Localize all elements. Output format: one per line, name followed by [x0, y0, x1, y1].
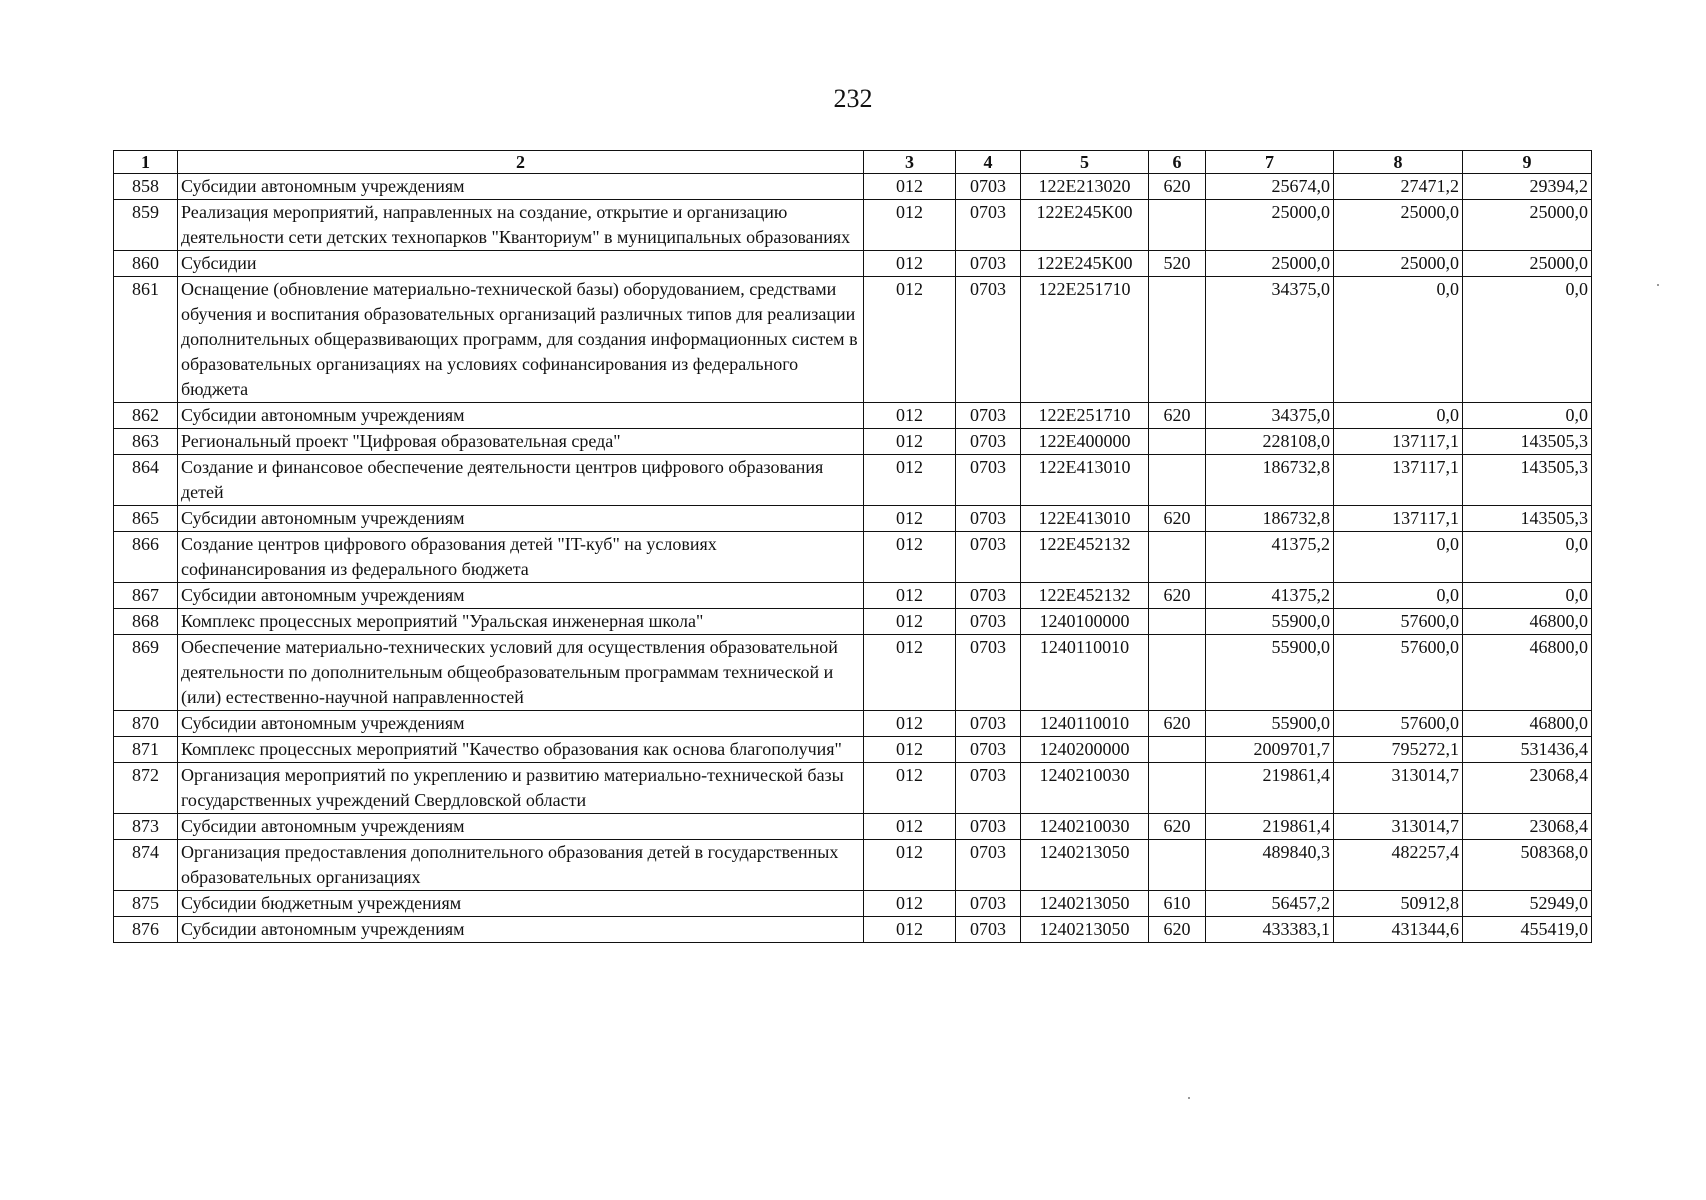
target-item-code: 122E452132	[1021, 583, 1149, 609]
target-item-code: 1240200000	[1021, 737, 1149, 763]
amount-year-2: 137117,1	[1334, 429, 1463, 455]
amount-year-1: 186732,8	[1206, 506, 1334, 532]
amount-year-1: 55900,0	[1206, 711, 1334, 737]
row-number: 862	[114, 403, 178, 429]
section-code: 0703	[956, 251, 1021, 277]
target-item-code: 122E413010	[1021, 455, 1149, 506]
section-code: 0703	[956, 583, 1021, 609]
amount-year-2: 57600,0	[1334, 711, 1463, 737]
table-row	[114, 840, 1592, 891]
section-code: 0703	[956, 174, 1021, 200]
table-row	[114, 532, 1592, 583]
amount-year-1: 25000,0	[1206, 251, 1334, 277]
row-number: 874	[114, 840, 178, 891]
row-name: Обеспечение материально-технических условий для осуществления образовательной деятельности по дополнительным общеобразовательным программам технической и (или) естественно-научной направленностей	[178, 635, 864, 711]
expense-type-code: 620	[1149, 814, 1206, 840]
row-name: Организация мероприятий по укреплению и развитию материально-технической базы государственных учреждений Свердловской области	[178, 763, 864, 814]
section-code: 0703	[956, 840, 1021, 891]
target-item-code: 1240110010	[1021, 711, 1149, 737]
target-item-code: 122E213020	[1021, 174, 1149, 200]
target-item-code: 1240213050	[1021, 891, 1149, 917]
amount-year-3: 143505,3	[1463, 506, 1592, 532]
amount-year-3: 46800,0	[1463, 609, 1592, 635]
target-item-code: 1240213050	[1021, 840, 1149, 891]
expense-type-code: 620	[1149, 711, 1206, 737]
row-name: Субсидии автономным учреждениям	[178, 814, 864, 840]
row-name: Субсидии	[178, 251, 864, 277]
amount-year-3: 52949,0	[1463, 891, 1592, 917]
amount-year-2: 137117,1	[1334, 506, 1463, 532]
amount-year-3: 531436,4	[1463, 737, 1592, 763]
row-number: 873	[114, 814, 178, 840]
table-row	[114, 891, 1592, 917]
row-name: Создание и финансовое обеспечение деятельности центров цифрового образования детей	[178, 455, 864, 506]
ministry-code: 012	[864, 277, 956, 403]
row-number: 870	[114, 711, 178, 737]
amount-year-2: 431344,6	[1334, 917, 1463, 943]
section-code: 0703	[956, 455, 1021, 506]
amount-year-1: 219861,4	[1206, 763, 1334, 814]
amount-year-2: 137117,1	[1334, 455, 1463, 506]
row-name: Организация предоставления дополнительного образования детей в государственных образовательных организациях	[178, 840, 864, 891]
amount-year-3: 25000,0	[1463, 200, 1592, 251]
table-row	[114, 609, 1592, 635]
amount-year-3: 46800,0	[1463, 711, 1592, 737]
expense-type-code: 620	[1149, 403, 1206, 429]
section-code: 0703	[956, 917, 1021, 943]
target-item-code: 1240210030	[1021, 814, 1149, 840]
column-header: 5	[1021, 151, 1149, 174]
amount-year-3: 0,0	[1463, 403, 1592, 429]
expense-type-code: 620	[1149, 174, 1206, 200]
amount-year-2: 0,0	[1334, 583, 1463, 609]
ministry-code: 012	[864, 455, 956, 506]
ministry-code: 012	[864, 403, 956, 429]
expense-type-code: 520	[1149, 251, 1206, 277]
row-number: 864	[114, 455, 178, 506]
row-number: 876	[114, 917, 178, 943]
section-code: 0703	[956, 200, 1021, 251]
section-code: 0703	[956, 429, 1021, 455]
row-name: Субсидии автономным учреждениям	[178, 506, 864, 532]
row-name: Субсидии автономным учреждениям	[178, 583, 864, 609]
row-name: Создание центров цифрового образования детей "IT-куб" на условиях софинансирования из федерального бюджета	[178, 532, 864, 583]
amount-year-2: 313014,7	[1334, 814, 1463, 840]
expense-type-code	[1149, 635, 1206, 711]
column-header: 1	[114, 151, 178, 174]
ministry-code: 012	[864, 917, 956, 943]
row-name: Комплекс процессных мероприятий "Качество образования как основа благополучия"	[178, 737, 864, 763]
ministry-code: 012	[864, 814, 956, 840]
row-name: Субсидии бюджетным учреждениям	[178, 891, 864, 917]
ministry-code: 012	[864, 635, 956, 711]
row-name: Оснащение (обновление материально-технической базы) оборудованием, средствами обучения и воспитания образовательных организаций различных типов для реализации дополнительных общеразвивающих программ, для создания информационных систем в образовательных организациях на условиях софинансирования из федерального бюджета	[178, 277, 864, 403]
table-row	[114, 917, 1592, 943]
row-number: 863	[114, 429, 178, 455]
amount-year-3: 29394,2	[1463, 174, 1592, 200]
section-code: 0703	[956, 814, 1021, 840]
ministry-code: 012	[864, 737, 956, 763]
amount-year-2: 50912,8	[1334, 891, 1463, 917]
amount-year-2: 57600,0	[1334, 635, 1463, 711]
expense-type-code	[1149, 277, 1206, 403]
amount-year-2: 25000,0	[1334, 251, 1463, 277]
table-row	[114, 251, 1592, 277]
row-number: 861	[114, 277, 178, 403]
expense-type-code	[1149, 200, 1206, 251]
amount-year-1: 25000,0	[1206, 200, 1334, 251]
amount-year-3: 25000,0	[1463, 251, 1592, 277]
ministry-code: 012	[864, 251, 956, 277]
amount-year-3: 0,0	[1463, 277, 1592, 403]
expense-type-code: 620	[1149, 583, 1206, 609]
amount-year-1: 34375,0	[1206, 403, 1334, 429]
section-code: 0703	[956, 532, 1021, 583]
section-code: 0703	[956, 763, 1021, 814]
section-code: 0703	[956, 403, 1021, 429]
row-number: 858	[114, 174, 178, 200]
column-header: 6	[1149, 151, 1206, 174]
amount-year-2: 0,0	[1334, 277, 1463, 403]
expense-type-code	[1149, 763, 1206, 814]
table-row	[114, 635, 1592, 711]
amount-year-2: 313014,7	[1334, 763, 1463, 814]
expense-type-code	[1149, 609, 1206, 635]
amount-year-3: 46800,0	[1463, 635, 1592, 711]
ministry-code: 012	[864, 174, 956, 200]
expense-type-code	[1149, 429, 1206, 455]
column-header: 8	[1334, 151, 1463, 174]
row-number: 859	[114, 200, 178, 251]
budget-table	[113, 150, 1592, 943]
table-row	[114, 455, 1592, 506]
amount-year-3: 143505,3	[1463, 429, 1592, 455]
target-item-code: 1240210030	[1021, 763, 1149, 814]
expense-type-code	[1149, 455, 1206, 506]
section-code: 0703	[956, 737, 1021, 763]
table-row	[114, 429, 1592, 455]
amount-year-1: 186732,8	[1206, 455, 1334, 506]
amount-year-3: 0,0	[1463, 583, 1592, 609]
scan-speck	[1188, 1097, 1190, 1099]
amount-year-2: 25000,0	[1334, 200, 1463, 251]
amount-year-1: 489840,3	[1206, 840, 1334, 891]
target-item-code: 1240110010	[1021, 635, 1149, 711]
column-header: 4	[956, 151, 1021, 174]
amount-year-1: 41375,2	[1206, 532, 1334, 583]
target-item-code: 122E452132	[1021, 532, 1149, 583]
target-item-code: 122E245K00	[1021, 200, 1149, 251]
amount-year-2: 27471,2	[1334, 174, 1463, 200]
amount-year-1: 34375,0	[1206, 277, 1334, 403]
table-row	[114, 506, 1592, 532]
target-item-code: 1240100000	[1021, 609, 1149, 635]
row-number: 867	[114, 583, 178, 609]
row-name: Субсидии автономным учреждениям	[178, 917, 864, 943]
target-item-code: 122E251710	[1021, 403, 1149, 429]
table-row	[114, 814, 1592, 840]
row-number: 869	[114, 635, 178, 711]
expense-type-code	[1149, 532, 1206, 583]
ministry-code: 012	[864, 891, 956, 917]
amount-year-1: 2009701,7	[1206, 737, 1334, 763]
amount-year-3: 0,0	[1463, 532, 1592, 583]
ministry-code: 012	[864, 609, 956, 635]
ministry-code: 012	[864, 429, 956, 455]
table-row	[114, 583, 1592, 609]
amount-year-1: 25674,0	[1206, 174, 1334, 200]
amount-year-3: 23068,4	[1463, 814, 1592, 840]
expense-type-code	[1149, 840, 1206, 891]
ministry-code: 012	[864, 583, 956, 609]
row-number: 868	[114, 609, 178, 635]
row-name: Комплекс процессных мероприятий "Уральская инженерная школа"	[178, 609, 864, 635]
column-header: 7	[1206, 151, 1334, 174]
expense-type-code: 620	[1149, 506, 1206, 532]
amount-year-2: 57600,0	[1334, 609, 1463, 635]
section-code: 0703	[956, 277, 1021, 403]
row-number: 872	[114, 763, 178, 814]
section-code: 0703	[956, 711, 1021, 737]
amount-year-2: 482257,4	[1334, 840, 1463, 891]
row-number: 866	[114, 532, 178, 583]
expense-type-code: 610	[1149, 891, 1206, 917]
ministry-code: 012	[864, 506, 956, 532]
amount-year-1: 433383,1	[1206, 917, 1334, 943]
table-body	[114, 174, 1592, 943]
row-name: Региональный проект "Цифровая образовательная среда"	[178, 429, 864, 455]
target-item-code: 122E245K00	[1021, 251, 1149, 277]
amount-year-2: 0,0	[1334, 403, 1463, 429]
table-row	[114, 277, 1592, 403]
amount-year-3: 508368,0	[1463, 840, 1592, 891]
amount-year-1: 228108,0	[1206, 429, 1334, 455]
table-row	[114, 737, 1592, 763]
amount-year-1: 56457,2	[1206, 891, 1334, 917]
table-row	[114, 763, 1592, 814]
header-row	[114, 151, 1592, 174]
expense-type-code: 620	[1149, 917, 1206, 943]
ministry-code: 012	[864, 763, 956, 814]
ministry-code: 012	[864, 532, 956, 583]
amount-year-2: 0,0	[1334, 532, 1463, 583]
section-code: 0703	[956, 609, 1021, 635]
ministry-code: 012	[864, 711, 956, 737]
page-number: 232	[833, 84, 873, 113]
expense-type-code	[1149, 737, 1206, 763]
ministry-code: 012	[864, 840, 956, 891]
row-number: 871	[114, 737, 178, 763]
table-row	[114, 200, 1592, 251]
row-number: 865	[114, 506, 178, 532]
table-row	[114, 403, 1592, 429]
amount-year-1: 55900,0	[1206, 635, 1334, 711]
row-number: 860	[114, 251, 178, 277]
amount-year-3: 143505,3	[1463, 455, 1592, 506]
scan-speck	[1657, 284, 1659, 286]
section-code: 0703	[956, 635, 1021, 711]
table-row	[114, 174, 1592, 200]
target-item-code: 122E400000	[1021, 429, 1149, 455]
row-number: 875	[114, 891, 178, 917]
row-name: Субсидии автономным учреждениям	[178, 711, 864, 737]
ministry-code: 012	[864, 200, 956, 251]
amount-year-1: 219861,4	[1206, 814, 1334, 840]
target-item-code: 1240213050	[1021, 917, 1149, 943]
row-name: Субсидии автономным учреждениям	[178, 403, 864, 429]
table-row	[114, 711, 1592, 737]
target-item-code: 122E413010	[1021, 506, 1149, 532]
row-name: Реализация мероприятий, направленных на создание, открытие и организацию деятельности сети детских технопарков "Кванториум" в муниципальных образованиях	[178, 200, 864, 251]
amount-year-1: 55900,0	[1206, 609, 1334, 635]
section-code: 0703	[956, 506, 1021, 532]
section-code: 0703	[956, 891, 1021, 917]
column-header: 2	[178, 151, 864, 174]
column-header: 3	[864, 151, 956, 174]
column-header: 9	[1463, 151, 1592, 174]
amount-year-3: 455419,0	[1463, 917, 1592, 943]
amount-year-1: 41375,2	[1206, 583, 1334, 609]
row-name: Субсидии автономным учреждениям	[178, 174, 864, 200]
amount-year-3: 23068,4	[1463, 763, 1592, 814]
target-item-code: 122E251710	[1021, 277, 1149, 403]
amount-year-2: 795272,1	[1334, 737, 1463, 763]
